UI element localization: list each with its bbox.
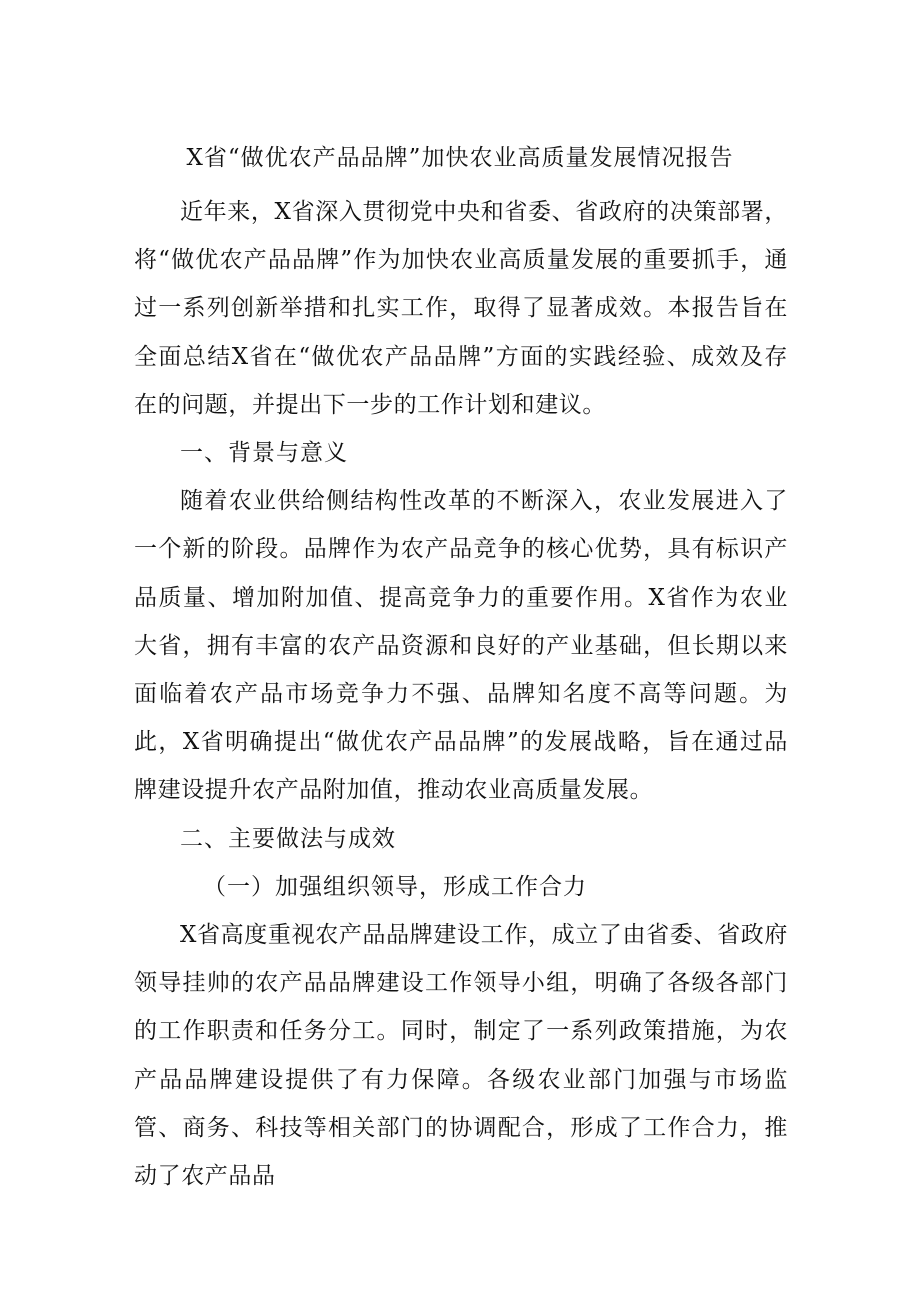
background-paragraph: 随着农业供给侧结构性改革的不断深入，农业发展进入了一个新的阶段。品牌作为农产品竞争的核心优势，具有标识产品质量、增加附加值、提高竞争力的重要作用。X省作为农业大省，拥有丰富的农产品资源和良好的产业基础，但长期以来面临着农产品市场竞争力不强、品牌知名度不高等问题。为此，X省明确提出“做优农产品品牌”的发展战略，旨在通过品牌建设提升农产品附加值，推动农业高质量发展。 — [134, 488, 788, 804]
section-heading-measures: 二、主要做法与成效 — [180, 825, 396, 852]
leadership-paragraph: X省高度重视农产品品牌建设工作，成立了由省委、省政府领导挂帅的农产品品牌建设工作领导小组，明确了各级各部门的工作职责和任务分工。同时，制定了一系列政策措施，为农产品品牌建设提供了有力保障。各级农业部门加强与市场监管、商务、科技等相关部门的协调配合，形成了工作合力，推动了农产品品 — [134, 922, 788, 1190]
document-title: X省“做优农产品品牌”加快农业高质量发展情况报告 — [186, 145, 734, 171]
intro-paragraph: 近年来，X省深入贯彻党中央和省委、省政府的决策部署，将“做优农产品品牌”作为加快农业高质量发展的重要抓手，通过一系列创新举措和扎实工作，取得了显著成效。本报告旨在全面总结X省在“做优农产品品牌”方面的实践经验、成效及存在的问题，并提出下一步的工作计划和建议。 — [134, 199, 788, 418]
subsection-heading-leadership: （一）加强组织领导，形成工作合力 — [203, 873, 587, 900]
section-heading-background: 一、背景与意义 — [180, 440, 348, 467]
document-body — [134, 188, 788, 1200]
